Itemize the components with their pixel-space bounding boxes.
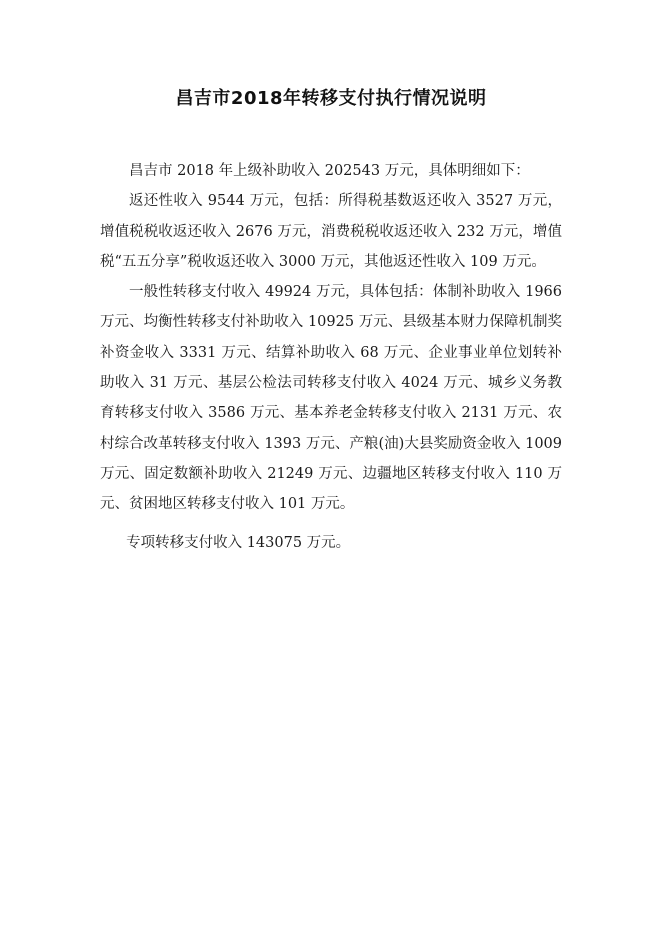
paragraph-return-revenue: 返还性收入 9544 万元，包括：所得税基数返还收入 3527 万元，增值税税收返还收入 2676 万元，消费税税收返还收入 232 万元，增值税“五五分享”税收返还收入 3000 万元，其他返还性收入 109 万元。 xyxy=(100,193,562,270)
paragraph-special-transfer: 专项转移支付收入 143075 万元。 xyxy=(126,534,351,551)
document-body xyxy=(100,156,562,558)
paragraph-summary: 昌吉市 2018 年上级补助收入 202543 万元，具体明细如下： xyxy=(129,163,530,179)
paragraph-general-transfer: 一般性转移支付收入 49924 万元，具体包括：体制补助收入 1966 万元、均衡性转移支付补助收入 10925 万元、县级基本财力保障机制奖补资金收入 3331 万元、结算补助收入 68 万元、企业事业单位划转补助收入 31 万元、基层公检法司转移支付收入 4024 万元、城乡义务教育转移支付收入 3586 万元、基本养老金转移支付收入 2131 万元、农村综合改革转移支付收入 1393 万元、产粮(油)大县奖励资金收入 1009 万元、固定数额补助收入 21249 万元、边疆地区转移支付收入 110 万元、贫困地区转移支付收入 101 万元。 xyxy=(100,284,562,513)
document-title: 昌吉市2018年转移支付执行情况说明 xyxy=(175,88,487,109)
